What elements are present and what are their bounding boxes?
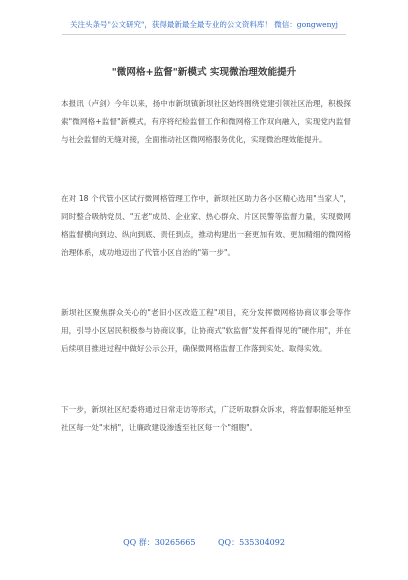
footer-contact bbox=[0, 538, 408, 548]
article-paragraph-4: 下一步，新坝社区纪委将通过日常走访等形式，广泛听取群众诉求，将监督职能延伸至社区每一处"末梢"，让廉政建设渗透至社区每一个"细胞"。 bbox=[61, 405, 351, 432]
header-banner: 关注头条号"公文研究"，获得最新最全最专业的公文资料库！ 微信：gongwenyj bbox=[70, 20, 338, 29]
article-title: "微网格+监督"新模式 实现微治理效能提升 bbox=[111, 67, 297, 78]
footer-qq-group: QQ 群：30265665 bbox=[123, 538, 196, 547]
footer-qq: QQ：535304092 bbox=[218, 538, 285, 547]
article-paragraph-3: 新坝社区聚焦群众关心的"老旧小区改造工程"项目，充分发挥微网格协商议事会等作用，引导小区居民积极参与协商议事，让协商式"软监督"发挥看得见的"硬作用"，并在后续项目推进过程中做好公示公开，确保微网格监督工作落到实处、取得实效。 bbox=[61, 308, 351, 353]
article-paragraph-2: 在对 18 个代管小区试行微网格管理工作中，新坝社区助力各小区精心选用"当家人"，同时整合吸纳党员、"五老"成员、企业家、热心群众、片区民警等监督力量，实现微网格监督横向到边、纵向到底、责任到点，推动构建出一套更加有效、更加精细的微网格治理体系，成功地迈出了代管小区自治的"第一步"。 bbox=[61, 194, 351, 257]
article-paragraph-1: 本报讯（卢剑）今年以来，扬中市新坝镇新坝社区始终围绕党建引领社区治理，积极探索"微网格+监督"新模式，有序将纪检监督工作和微网格工作双向融入，实现党内监督与社会监督的无缝对接，全面推动社区微网格服务优化，实现微治理效能提升。 bbox=[61, 99, 351, 144]
header-divider bbox=[62, 34, 346, 35]
